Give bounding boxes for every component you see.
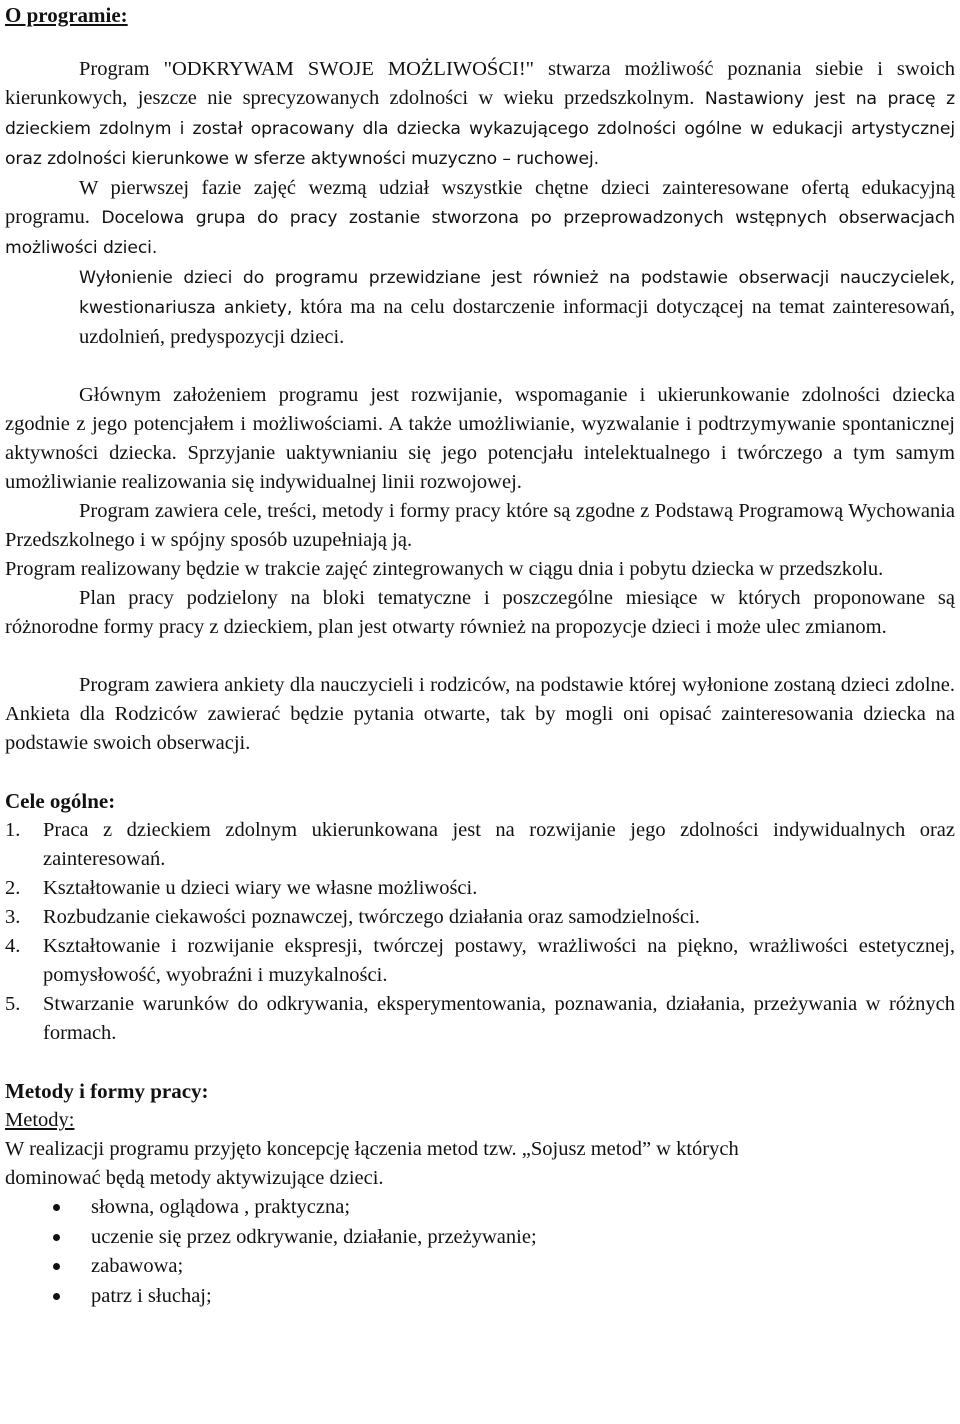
- list-item-text: Praca z dzieckiem zdolnym ukierunkowana jest na rozwijanie jego zdolności indywidualnych oraz zainteresowań.: [43, 819, 955, 870]
- goals-heading: Cele ogólne:: [5, 789, 116, 813]
- spacer: [5, 642, 955, 671]
- spacer: [5, 352, 955, 381]
- bullet-icon: [53, 1293, 60, 1300]
- bullet-icon: [53, 1263, 60, 1270]
- list-item-text: zabawowa;: [91, 1255, 184, 1277]
- text-run: Program "ODKRYWAM SWOJE MOŻLIWOŚCI!" stwarza możliwość poznania siebie i swoich kierunkowych, jeszcze nie sprecyzowanych zdolności w wieku przedszkolnym.: [5, 58, 955, 109]
- methods-intro: [5, 1135, 955, 1164]
- list-item-number: 5.: [5, 993, 21, 1015]
- paragraph-main-assumption: [5, 381, 955, 497]
- list-item: [5, 903, 955, 932]
- text-run: Sprzyjanie uaktywnianiu się jego potencjału intelektualnego i twórczego a tym samym umożliwianie realizowania się indywidualnej linii rozwojowej.: [5, 442, 956, 493]
- bullet-icon: [53, 1204, 60, 1211]
- document-page: [5, 0, 955, 1311]
- paragraph-first-phase: [5, 174, 955, 263]
- goals-list: [5, 816, 955, 1048]
- list-item-number: 4.: [5, 935, 21, 957]
- text-run: Program zawiera ankiety dla nauczycieli i rodziców, na podstawie której wyłonione zostaną dzieci zdolne.: [79, 674, 955, 696]
- text-run: Docelowa grupa do pracy zostanie stworzona po przeprowadzonych wstępnych obserwacjach możliwości dzieci.: [5, 208, 955, 258]
- list-item-text: Kształtowanie u dzieci wiary we własne możliwości.: [43, 877, 478, 899]
- paragraph-selection: [5, 263, 955, 352]
- text-run: Wyłonienie dzieci do programu przewidziane jest również na podstawie obserwacji nauczycielek, kwestionariusza ankiety,: [79, 268, 955, 318]
- list-item-number: 1.: [5, 819, 21, 841]
- list-item-number: 2.: [5, 877, 21, 899]
- text-run: W realizacji programu przyjęto koncepcję łączenia metod tzw. „Sojusz metod” w których: [5, 1138, 739, 1160]
- list-item-text: uczenie się przez odkrywanie, działanie, przeżywanie;: [91, 1225, 537, 1248]
- list-item: [5, 874, 955, 903]
- list-item-text: słowna, oglądowa , praktyczna;: [91, 1196, 351, 1218]
- bullet-icon: [53, 1234, 60, 1241]
- list-item-number: 3.: [5, 906, 21, 928]
- list-item-text: Stwarzanie warunków do odkrywania, eksperymentowania, poznawania, działania, przeżywania w różnych formach.: [43, 993, 955, 1044]
- spacer: [5, 758, 955, 787]
- text-run: która ma na celu dostarczenie informacji dotyczącej na temat zainteresowań, uzdolnień, predyspozycji dzieci.: [79, 296, 956, 348]
- paragraph-program-contents: Program zawiera cele, treści, metody i formy pracy które są zgodne z Podstawą Programową Wychowania Przedszkolnego i w spójny sposób uzupełniają ją.: [5, 500, 955, 551]
- list-item-text: patrz i słuchaj;: [91, 1284, 212, 1307]
- paragraph-program-realization: Program realizowany będzie w trakcie zajęć zintegrowanych w ciągu dnia i pobytu dziecka w przedszkolu.: [5, 558, 884, 580]
- paragraph-surveys: [5, 671, 955, 758]
- methods-intro-continued: [5, 1164, 955, 1193]
- methods-subheading: Metody:: [5, 1109, 75, 1131]
- text-run: dominować będą metody aktywizujące dzieci.: [5, 1167, 384, 1189]
- list-item: [5, 1252, 955, 1282]
- list-item: [5, 1193, 955, 1223]
- spacer: [5, 1048, 955, 1077]
- text-run: W pierwszej fazie zajęć wezmą udział wszystkie chętne dzieci zainteresowane ofertą edukacyjną programu.: [5, 177, 955, 228]
- paragraph-program-intro: [5, 55, 955, 174]
- list-item: [5, 1223, 955, 1253]
- text-run: Ankieta dla Rodziców zawierać będzie pytania otwarte, tak by mogli oni opisać zainteresowania dziecka na podstawie swoich obserwacji.: [5, 703, 955, 754]
- list-item: [5, 816, 955, 874]
- list-item: [5, 990, 955, 1048]
- list-item-text: Rozbudzanie ciekawości poznawczej, twórczego działania oraz samodzielności.: [43, 906, 700, 928]
- text-run: Głównym założeniem programu jest rozwijanie, wspomaganie i ukierunkowanie zdolności dziecka zgodnie z jego potencjałem i możliwościami. A także umożliwianie, wyzwalanie i podtrzymywanie spontanicznej aktywności dziecka.: [5, 384, 955, 464]
- text-run: Nastawiony jest na pracę z dzieckiem zdolnym i został opracowany dla dziecka wykazującego zdolności ogólne w edukacji artystycznej oraz zdolności kierunkowe w sferze aktywności muzyczno – ruchowej.: [5, 89, 955, 169]
- methods-heading: Metody i formy pracy:: [5, 1079, 209, 1103]
- paragraph-work-plan: Plan pracy podzielony na bloki tematyczne i poszczególne miesiące w których proponowane są różnorodne formy pracy z dzieckiem, plan jest otwarty również na propozycje dzieci i może ulec zmianom.: [5, 587, 955, 638]
- methods-bullet-list: [5, 1193, 955, 1311]
- list-item: [5, 1282, 955, 1312]
- list-item: [5, 932, 955, 990]
- section-title: O programie:: [5, 3, 128, 27]
- list-item-text: Kształtowanie i rozwijanie ekspresji, twórczej postawy, wrażliwości na piękno, wrażliwości estetycznej, pomysłowość, wyobraźni i muzykalności.: [43, 935, 955, 986]
